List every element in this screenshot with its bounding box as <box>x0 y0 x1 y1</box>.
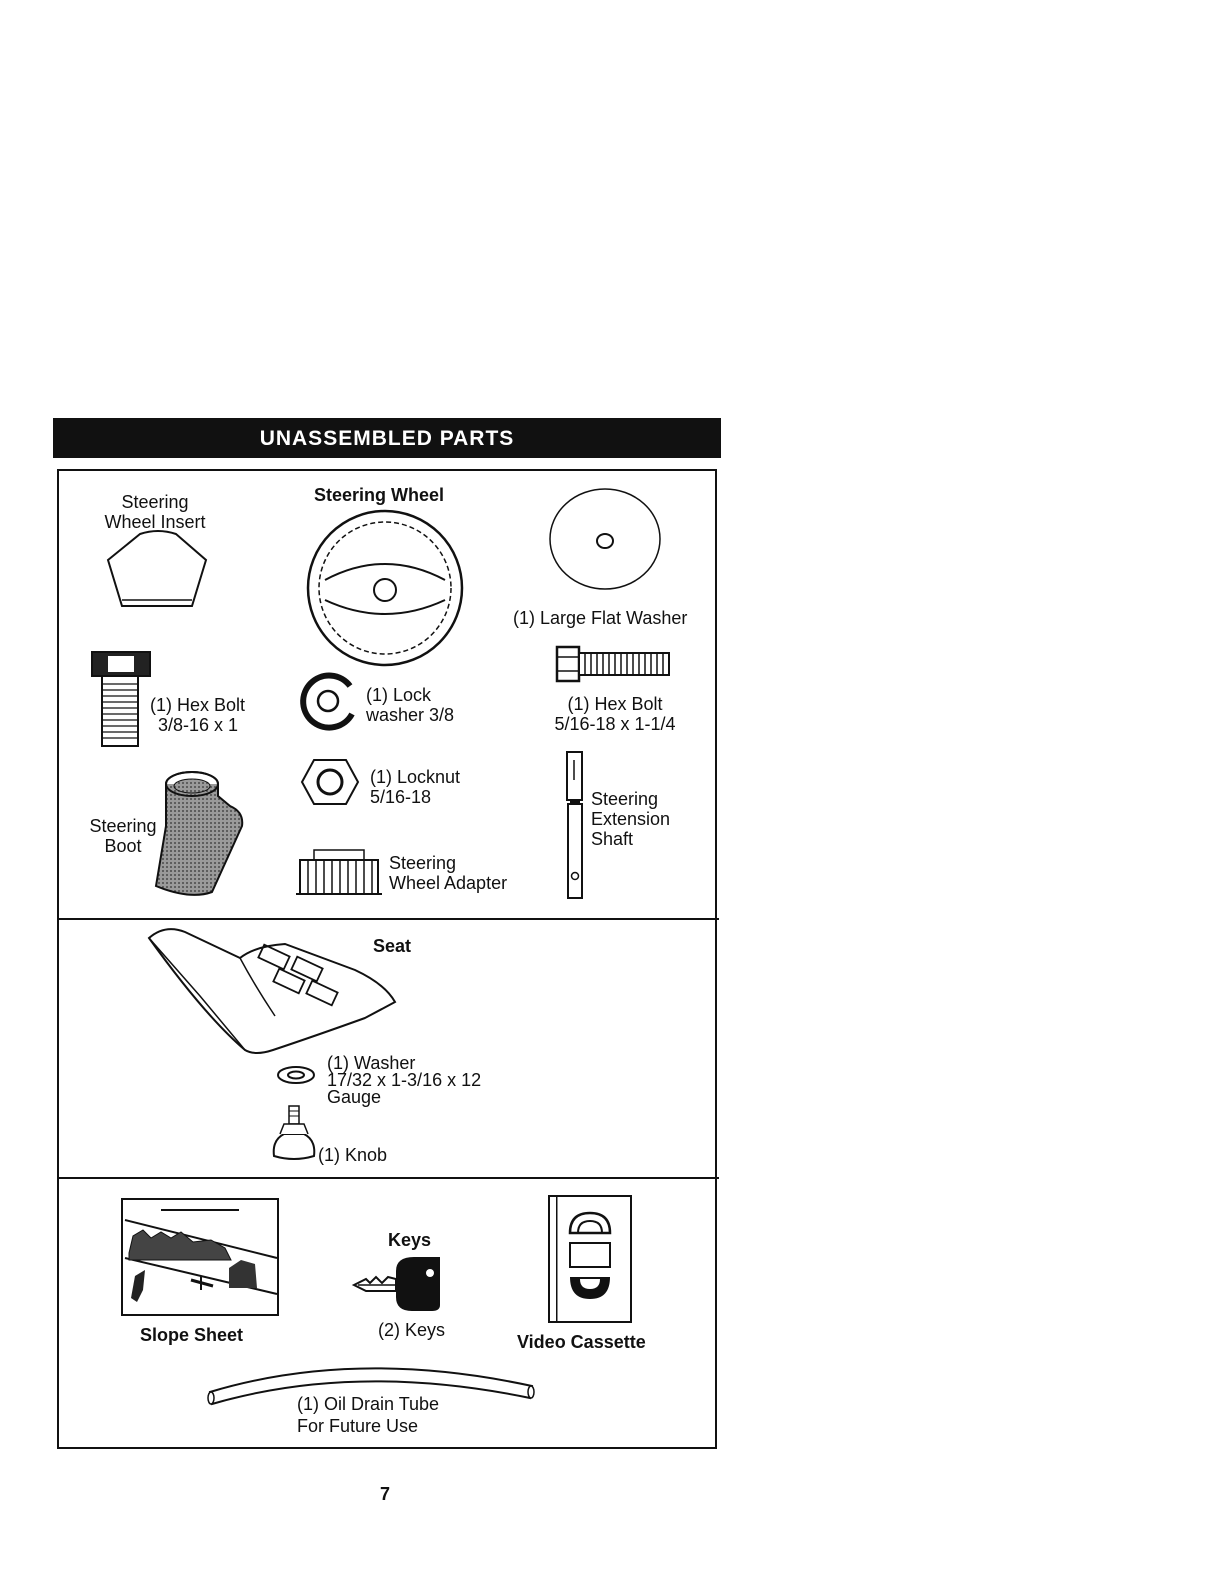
hex-bolt-small-icon <box>88 650 153 750</box>
seat-label: Seat <box>373 936 412 956</box>
section-title: UNASSEMBLED PARTS <box>53 418 721 458</box>
steering-boot-icon <box>150 766 250 902</box>
keys-icon <box>352 1255 444 1313</box>
slope-sheet-label: Slope Sheet <box>140 1325 244 1345</box>
steering-wheel-icon <box>305 508 465 668</box>
steering-extension-shaft-icon <box>564 750 586 902</box>
steering-wheel-label: Steering Wheel <box>314 485 445 505</box>
steering-boot-label: Steering Boot <box>89 816 157 856</box>
washer-icon <box>276 1064 316 1086</box>
steering-wheel-insert-label: Steering Wheel Insert <box>104 492 206 532</box>
section-divider-2 <box>57 1177 719 1179</box>
oil-drain-tube-label: (1) Oil Drain Tube For Future Use <box>297 1394 440 1436</box>
locknut-icon <box>300 758 360 808</box>
steering-wheel-adapter-icon <box>296 848 382 900</box>
hex-bolt-long-label: (1) Hex Bolt 5/16-18 x 1-1/4 <box>554 694 676 734</box>
seat-icon <box>145 926 400 1056</box>
washer-label: (1) Washer 17/32 x 1-3/16 x 12 Gauge <box>327 1053 482 1107</box>
locknut-label: (1) Locknut 5/16-18 <box>370 767 461 807</box>
page-number: 7 <box>380 1484 391 1504</box>
steering-wheel-adapter-label: Steering Wheel Adapter <box>389 853 508 893</box>
knob-label: (1) Knob <box>318 1145 388 1165</box>
steering-extension-shaft-label: Steering Extension Shaft <box>591 789 671 849</box>
lock-washer-label: (1) Lock washer 3/8 <box>366 685 455 725</box>
large-flat-washer-label: (1) Large Flat Washer <box>513 608 688 628</box>
knob-icon <box>270 1104 320 1164</box>
video-cassette-icon <box>548 1195 634 1325</box>
keys-count-label: (2) Keys <box>378 1320 446 1340</box>
keys-title: Keys <box>388 1230 432 1250</box>
hex-bolt-small-label: (1) Hex Bolt 3/8-16 x 1 <box>150 695 246 735</box>
section-divider-1 <box>57 918 719 920</box>
video-cassette-label: Video Cassette <box>517 1332 646 1352</box>
large-flat-washer-icon <box>548 487 663 592</box>
slope-sheet-icon <box>121 1198 281 1318</box>
hex-bolt-long-icon <box>555 645 673 685</box>
lock-washer-icon <box>298 672 360 732</box>
steering-wheel-insert-icon <box>100 530 215 615</box>
